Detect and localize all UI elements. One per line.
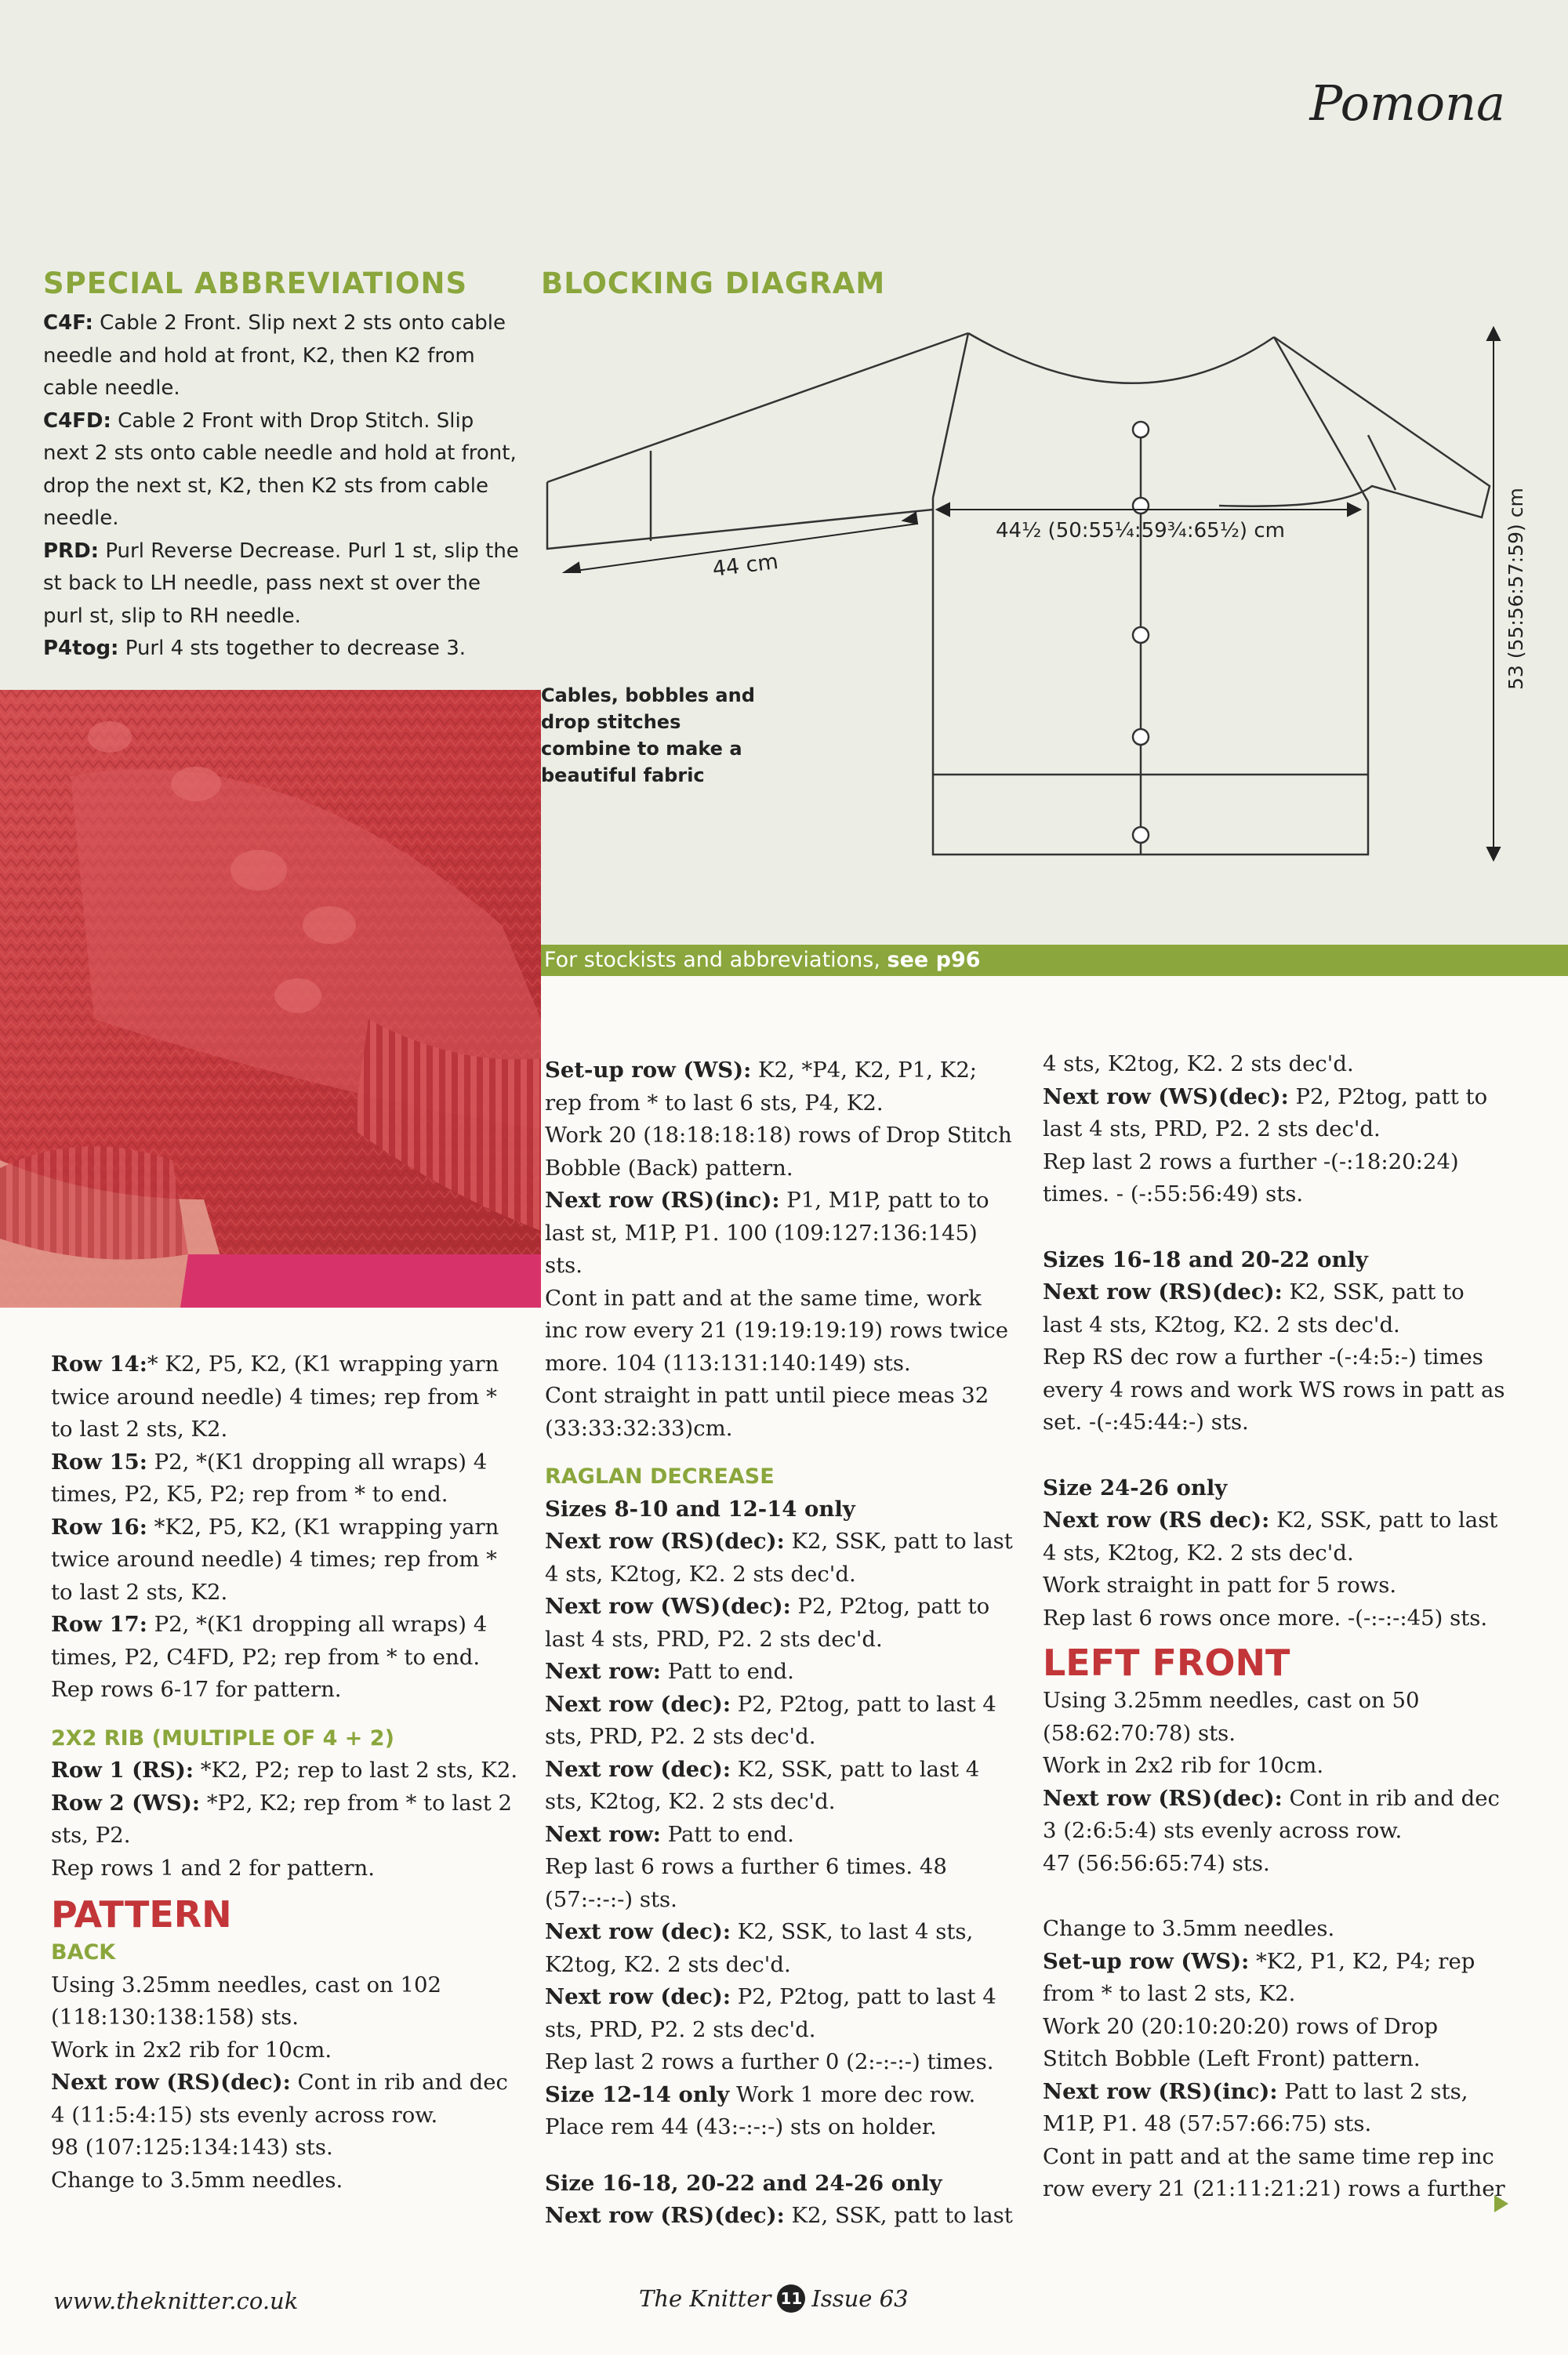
pattern-row: Next row (WS)(dec): P2, P2tog, patt to last 4 sts, PRD, P2. 2 sts dec'd. [545,1594,990,1652]
pattern-row: Row 14:* K2, P5, K2, (K1 wrapping yarn twice around needle) 4 times; rep from * to last 2 sts, K2. [51,1352,499,1442]
pattern-row: Cont straight in patt until piece meas 32 (33:33:32:33)cm. [545,1383,989,1441]
pattern-row: Rep RS dec row a further -(-:4:5:-) times every 4 rows and work WS rows in patt as set. -(-:45:44:-) sts. [1043,1344,1505,1435]
pattern-row: Next row (RS)(inc): Patt to last 2 sts, M1P, P1. 48 (57:57:66:75) sts. [1043,2078,1468,2136]
pattern-row: Next row (dec): P2, P2tog, patt to last 4 sts, PRD, P2. 2 sts dec'd. [545,1691,996,1749]
abbreviation-item: C4F: Cable 2 Front. Slip next 2 sts onto cable needle and hold at front, K2, then K2 from cable needle. [43,311,506,400]
photo-caption: Cables, bobbles and drop stitches combine to make a beautiful fabric [541,684,755,786]
pattern-row: Next row: Patt to end. [545,1821,794,1847]
pattern-row: 4 sts, K2tog, K2. 2 sts dec'd. [1043,1051,1354,1076]
pattern-row: Next row (RS)(dec): K2, SSK, patt to last [545,2203,1013,2228]
pattern-row: Size 16-18, 20-22 and 24-26 only [545,2170,942,2196]
right-sleeve-outline [1219,337,1490,517]
pattern-row: Set-up row (WS): K2, *P4, K2, P1, K2; rep from * to last 6 sts, P4, K2. [545,1058,978,1116]
footer-issue [639,2284,909,2313]
chest-measurement: 44½ (50:55¼:59¾:65½) cm [996,519,1285,542]
pattern-row: Work straight in patt for 5 rows. [1043,1573,1397,1598]
pattern-row: Size 12-14 only Work 1 more dec row. [545,2081,976,2107]
pattern-row: Work in 2x2 rib for 10cm. [51,2037,332,2063]
pattern-row: 98 (107:125:134:143) sts. [51,2135,333,2160]
neckline [968,333,1274,383]
pattern-row: Next row (RS)(inc): P1, M1P, patt to to last st, M1P, P1. 100 (109:127:136:145) sts. [545,1188,989,1278]
magazine-name: The Knitter [639,2285,771,2312]
button-icon [1133,627,1149,643]
pattern-row: 47 (56:56:65:74) sts. [1043,1850,1270,1876]
pattern-row: Work in 2x2 rib for 10cm. [1043,1753,1324,1778]
pattern-row: Work 20 (18:18:18:18) rows of Drop Stitch Bobble (Back) pattern. [545,1123,1012,1181]
pattern-row: Next row (WS)(dec): P2, P2tog, patt to last 4 sts, PRD, P2. 2 sts dec'd. [1043,1083,1488,1141]
stockists-bar: For stockists and abbreviations, see p96 [541,945,1568,976]
button-icon [1133,498,1149,513]
left-front-heading: LEFT FRONT [1043,1642,1290,1684]
pattern-row: Next row (dec): K2, SSK, to last 4 sts, K2tog, K2. 2 sts dec'd. [545,1919,974,1977]
pattern-row: Work 20 (20:10:20:20) rows of Drop Stitch Bobble (Left Front) pattern. [1043,2013,1439,2071]
sleeve-measurement: 44 cm [711,549,780,582]
pattern-row: Rep last 2 rows a further -(-:18:20:24) times. - (-:55:56:49) sts. [1043,1148,1459,1207]
pattern-row: Rep rows 1 and 2 for pattern. [51,1855,375,1881]
knit-sleeve-photo [0,690,541,1308]
pattern-row: Rep last 6 rows a further 6 times. 48 (57:-:-:-) sts. [545,1854,947,1912]
pattern-row: Rep last 2 rows a further 0 (2:-:-:-) times. [545,2049,994,2074]
pattern-row: Next row (RS)(dec): K2, SSK, patt to last 4 sts, K2tog, K2. 2 sts dec'd. [545,1529,1013,1587]
abbreviation-item: PRD: Purl Reverse Decrease. Purl 1 st, slip the st back to LH needle, pass next st over the purl st, slip to RH needle. [43,539,519,628]
pattern-row: Sizes 8-10 and 12-14 only [545,1496,855,1522]
abbreviations-list [43,307,521,666]
pattern-row: Next row (RS)(dec): Cont in rib and dec 3 (2:6:5:4) sts evenly across row. [1043,1785,1500,1843]
abbreviation-item: P4tog: Purl 4 sts together to decrease 3. [43,637,466,660]
pattern-row: Next row (RS)(dec): K2, SSK, patt to last 4 sts, K2tog, K2. 2 sts dec'd. [1043,1279,1465,1337]
button-icon [1133,422,1149,437]
pattern-row: Using 3.25mm needles, cast on 102 (118:130:138:158) sts. [51,1972,441,2030]
length-measurement: 53 (55:56:57:59) cm [1504,488,1527,690]
back-heading: BACK [51,1940,116,1965]
pattern-row: Cont in patt and at the same time, work inc row every 21 (19:19:19:19) rows twice more. 104 (113:131:140:149) sts. [545,1285,1008,1376]
pattern-row: Next row (RS dec): K2, SSK, patt to last 4 sts, K2tog, K2. 2 sts dec'd. [1043,1508,1498,1566]
column-3 [1043,1048,1505,2206]
pattern-row: Next row (RS)(dec): Cont in rib and dec 4 (11:5:4:15) sts evenly across row. [51,2070,508,2128]
raglan-heading: RAGLAN DECREASE [545,1464,775,1489]
footer-url: www.theknitter.co.uk [53,2288,299,2314]
abbreviations-heading: SPECIAL ABBREVIATIONS [43,267,468,300]
pattern-row: Next row: Patt to end. [545,1659,794,1684]
cardigan-body-outline [933,498,1368,855]
pattern-row: Rep rows 6-17 for pattern. [51,1677,342,1702]
button-icon [1133,729,1149,745]
pattern-row: Set-up row (WS): *K2, P1, K2, P4; rep from * to last 2 sts, K2. [1043,1948,1475,2006]
button-icon [1133,827,1149,843]
pattern-row: Next row (dec): P2, P2tog, patt to last 4 sts, PRD, P2. 2 sts dec'd. [545,1984,996,2042]
pattern-row: Using 3.25mm needles, cast on 50 (58:62:70:78) sts. [1043,1688,1420,1746]
pattern-row: Row 1 (RS): *K2, P2; rep to last 2 sts, K2. [51,1758,518,1783]
blocking-diagram [541,314,1560,878]
pattern-row: Row 2 (WS): *P2, K2; rep from * to last 2 sts, P2. [51,1790,512,1848]
rib-heading: 2X2 RIB (MULTIPLE OF 4 + 2) [51,1725,394,1751]
pattern-row: Row 17: P2, *(K1 dropping all wraps) 4 times, P2, C4FD, P2; rep from * to end. [51,1612,488,1670]
pattern-row: Sizes 16-18 and 20-22 only [1043,1246,1368,1272]
page-number-badge: 11 [777,2284,805,2313]
pattern-row: Change to 3.5mm needles. [1043,1916,1335,1941]
column-2 [545,1054,1015,2233]
pattern-heading: PATTERN [51,1893,232,1936]
pattern-row: Row 15: P2, *(K1 dropping all wraps) 4 times, P2, K5, P2; rep from * to end. [51,1449,488,1507]
continue-arrow-icon [1494,2195,1508,2212]
stockists-page-ref: see p96 [887,948,981,972]
pattern-row: Cont in patt and at the same time rep inc row every 21 (21:11:21:21) rows a further [1043,2143,1505,2201]
pattern-row: Rep last 6 rows once more. -(-:-:-:45) sts. [1043,1605,1488,1631]
blocking-diagram-heading: BLOCKING DIAGRAM [541,267,886,300]
pattern-row: Place rem 44 (43:-:-:-) sts on holder. [545,2114,937,2139]
pattern-row: Row 16: *K2, P5, K2, (K1 wrapping yarn twice around needle) 4 times; rep from * to last 2 sts, K2. [51,1514,499,1605]
abbreviation-item: C4FD: Cable 2 Front with Drop Stitch. Slip next 2 sts onto cable needle and hold at front, drop the next st, K2, then K2 sts from cable needle. [43,408,517,530]
pattern-row: Next row (dec): K2, SSK, patt to last 4 sts, K2tog, K2. 2 sts dec'd. [545,1756,980,1814]
page-title: Pomona [1309,74,1505,132]
left-sleeve-outline [547,333,968,482]
issue-number: Issue 63 [811,2285,909,2312]
pattern-row: Size 24-26 only [1043,1475,1228,1500]
column-1 [51,1348,521,2197]
pattern-row: Change to 3.5mm needles. [51,2167,343,2193]
